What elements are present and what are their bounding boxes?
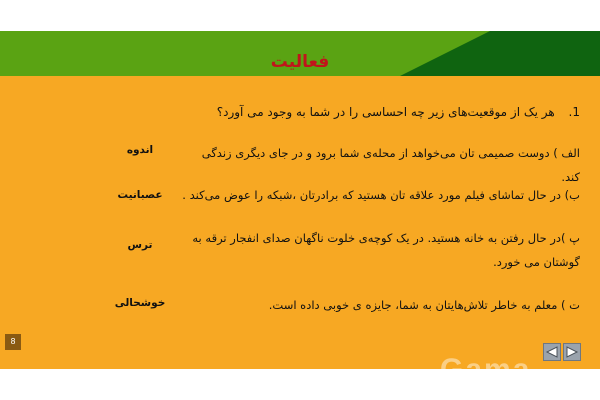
item-text: ب) در حال تماشای فیلم مورد علاقه تان هستید که برادرتان ،شبکه را عوض می‌کند . bbox=[182, 188, 580, 202]
question-number: 1. bbox=[568, 105, 580, 119]
slide bbox=[0, 31, 600, 386]
page-number: 8 bbox=[5, 334, 21, 350]
question bbox=[20, 103, 580, 121]
question-text: هر یک از موقعیت‌های زیر چه احساسی را در شما به وجود می آورد؟ bbox=[216, 105, 555, 119]
watermark-logo: Gama bbox=[440, 353, 532, 386]
next-slide-button[interactable] bbox=[563, 343, 581, 361]
item-text: پ )در حال رفتن به خانه هستید. در یک کوچه‌ی خلوت ناگهان صدای انفجار ترقه به گوشتان می خورد. bbox=[192, 231, 580, 269]
slide-title: فعالیت bbox=[270, 52, 330, 72]
item-text: الف ) دوست صمیمی تان می‌خواهد از محله‌ی شما برود و در جای دیگری زندگی کند. bbox=[201, 146, 580, 184]
triangle-right-icon bbox=[566, 346, 578, 358]
prev-slide-button[interactable] bbox=[543, 343, 561, 361]
triangle-left-icon bbox=[546, 346, 558, 358]
emotion-label: عصبانیت bbox=[117, 189, 163, 201]
item-text: ت ) معلم به خاطر تلاش‌هایتان به شما، جایزه ی خوبی داده است. bbox=[268, 298, 580, 312]
emotion-label: خوشحالی bbox=[114, 297, 166, 309]
emotion-label: اندوه bbox=[126, 144, 154, 156]
emotion-label: ترس bbox=[127, 239, 153, 251]
slide-navigation bbox=[543, 343, 583, 363]
